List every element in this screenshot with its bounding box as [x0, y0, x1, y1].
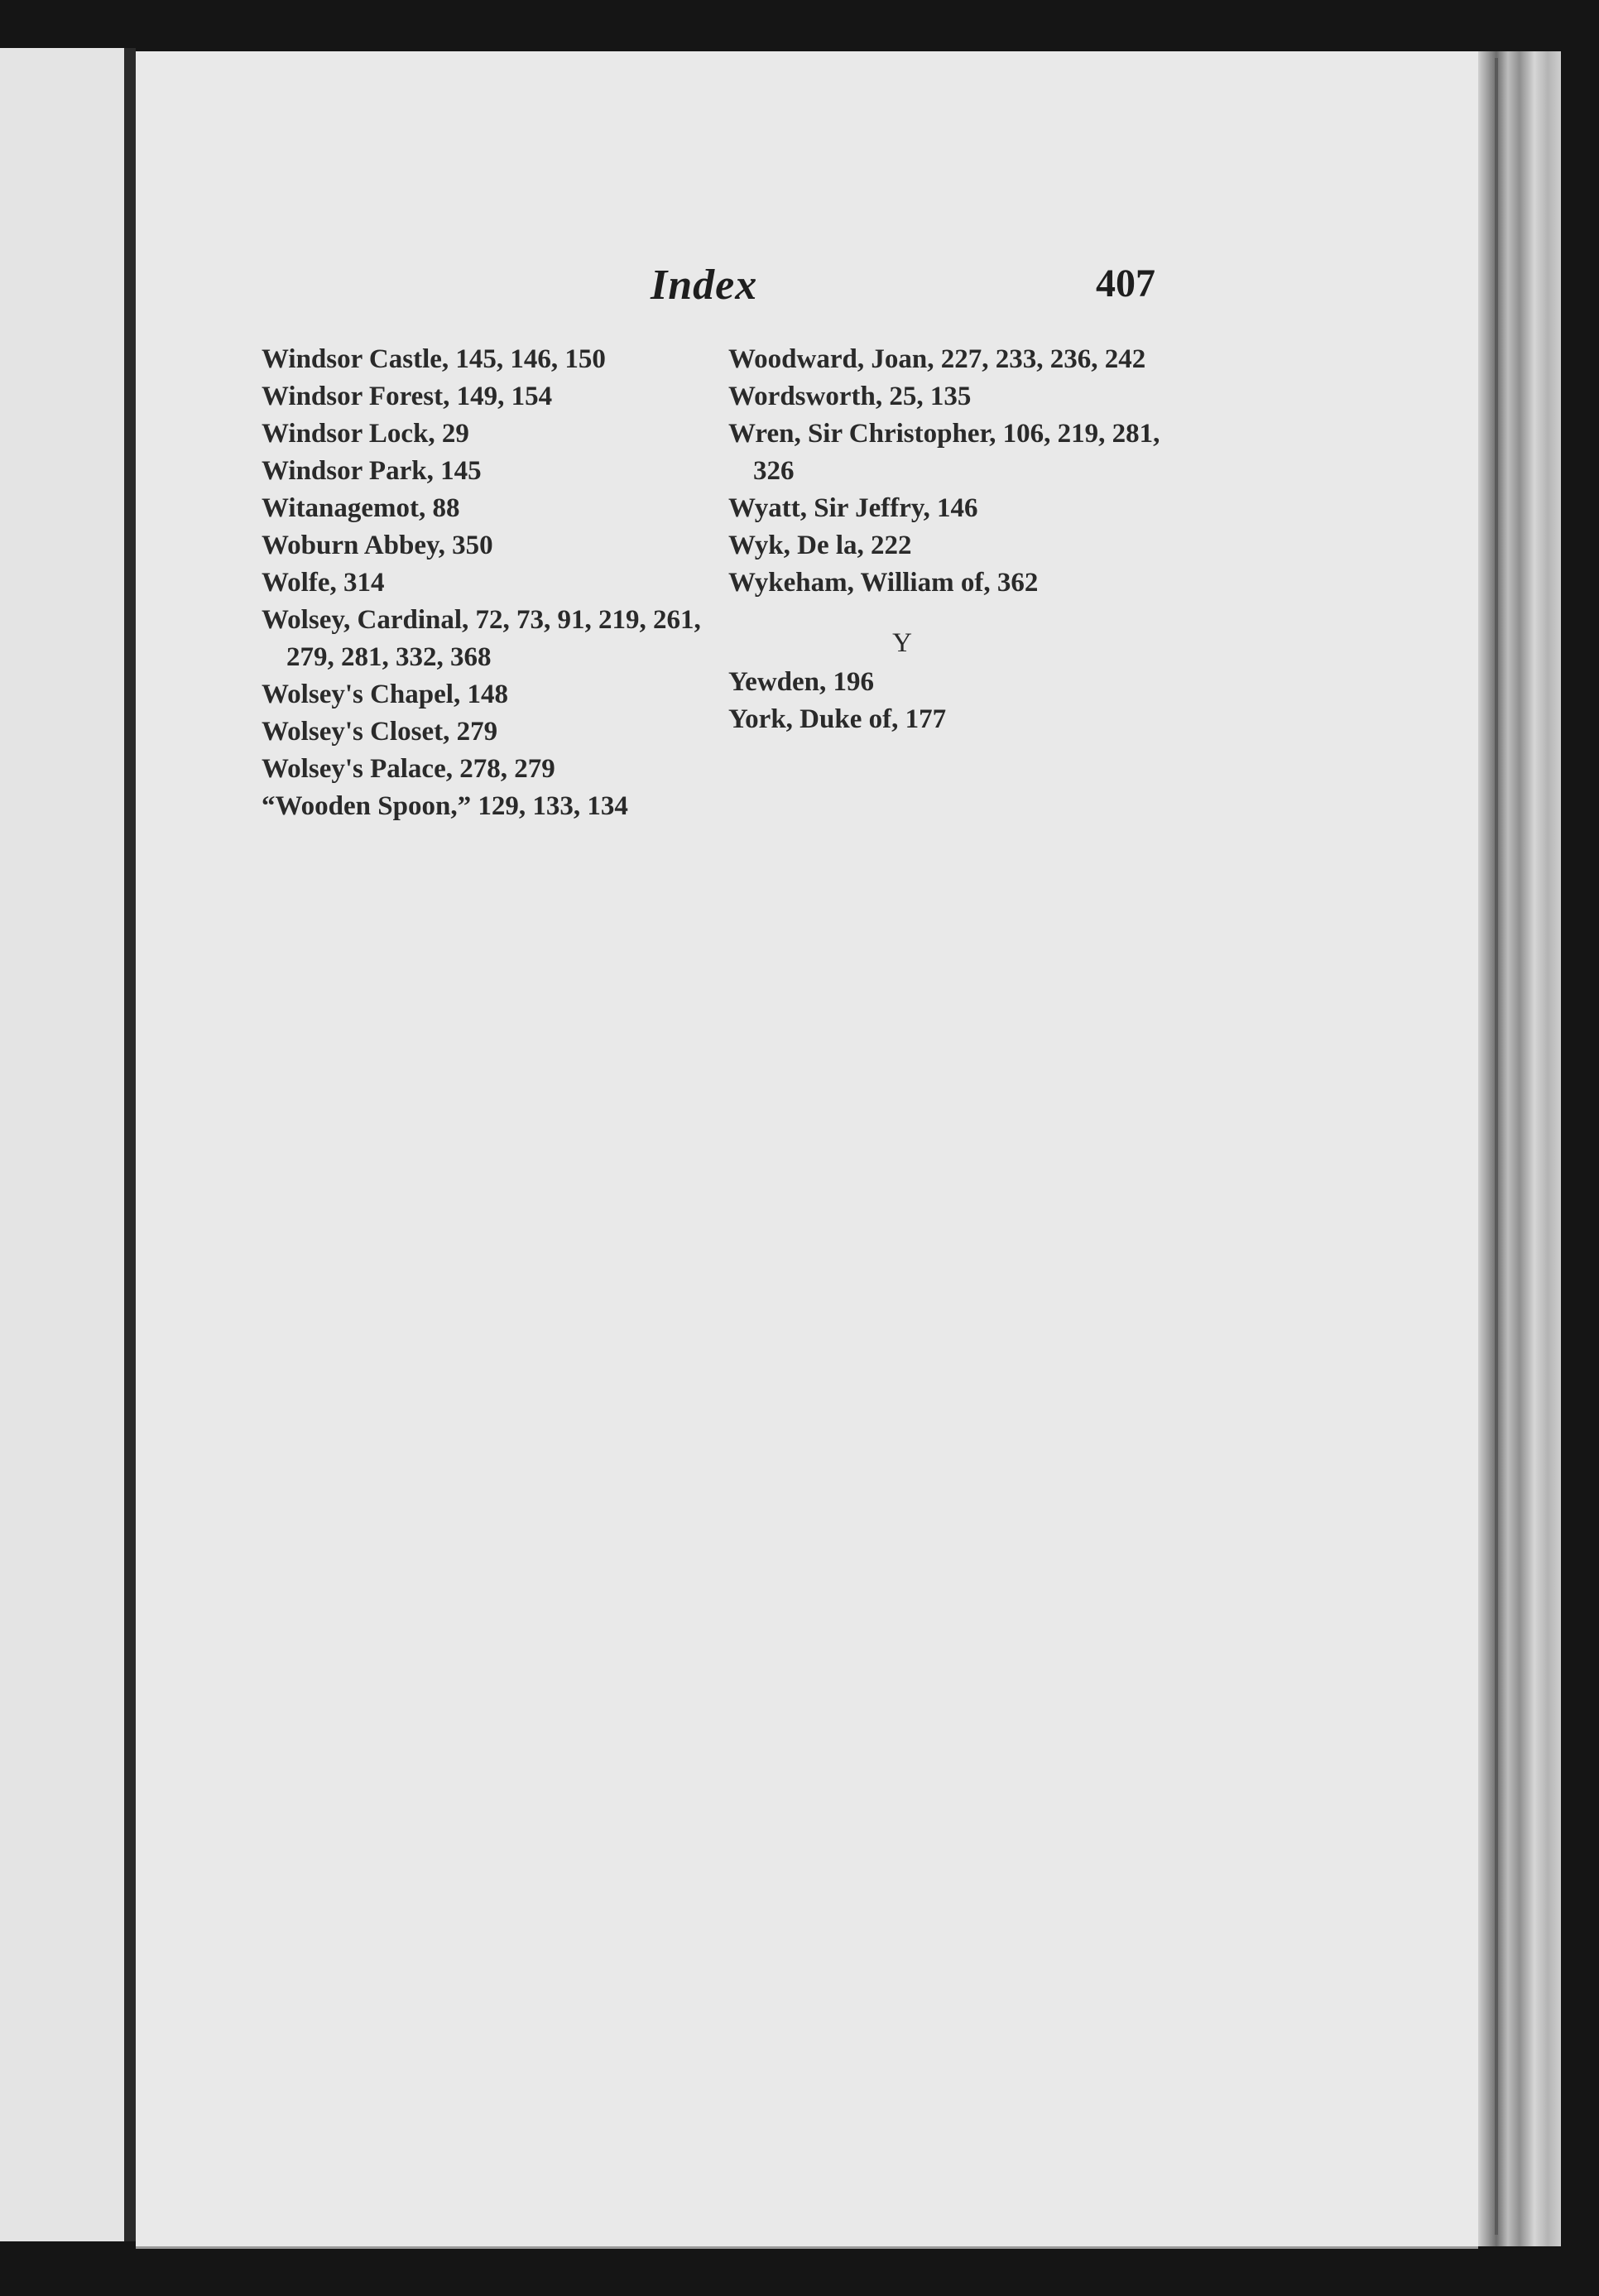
index-entry: Woodward, Joan, 227, 233, 236, 242 — [728, 344, 1146, 374]
index-entry: Windsor Castle, 145, 146, 150 — [262, 344, 606, 374]
index-entry: Wolsey's Palace, 278, 279 — [262, 754, 555, 784]
page-edge-shadow — [1495, 58, 1498, 2235]
index-entry: Wolsey's Chapel, 148 — [262, 680, 508, 709]
facing-page-edge — [0, 48, 127, 2241]
index-entry: Windsor Lock, 29 — [262, 419, 469, 449]
index-entry: Wolfe, 314 — [262, 568, 385, 598]
index-entry: Woburn Abbey, 350 — [262, 531, 493, 560]
index-entry: Wyatt, Sir Jeffry, 146 — [728, 493, 978, 523]
index-column-right — [728, 341, 1167, 738]
index-column-left — [262, 341, 708, 825]
book-gutter — [124, 48, 136, 2241]
page-title: Index — [651, 262, 758, 309]
index-entry: “Wooden Spoon,” 129, 133, 134 — [262, 791, 628, 821]
index-entry: York, Duke of, 177 — [728, 704, 947, 734]
index-entry: Windsor Park, 145 — [262, 456, 482, 486]
index-entry: Yewden, 196 — [728, 667, 875, 697]
index-entry: Witanagemot, 88 — [262, 493, 460, 523]
index-entry: Wyk, De la, 222 — [728, 531, 912, 560]
index-entry: Wren, Sir Christopher, 106, 219, 281, 326 — [728, 419, 1160, 486]
index-entry: Wolsey's Closet, 279 — [262, 717, 498, 747]
page-block-edge — [1478, 51, 1561, 2246]
running-header — [262, 261, 1155, 319]
index-entry: Wolsey, Cardinal, 72, 73, 91, 219, 261, 279, 281, 332, 368 — [262, 605, 701, 672]
index-entry: Wykeham, William of, 362 — [728, 568, 1039, 598]
index-entry: Windsor Forest, 149, 154 — [262, 382, 553, 411]
index-entry: Wordsworth, 25, 135 — [728, 382, 972, 411]
section-letter: Y — [892, 628, 912, 658]
page-number: 407 — [1096, 262, 1155, 305]
